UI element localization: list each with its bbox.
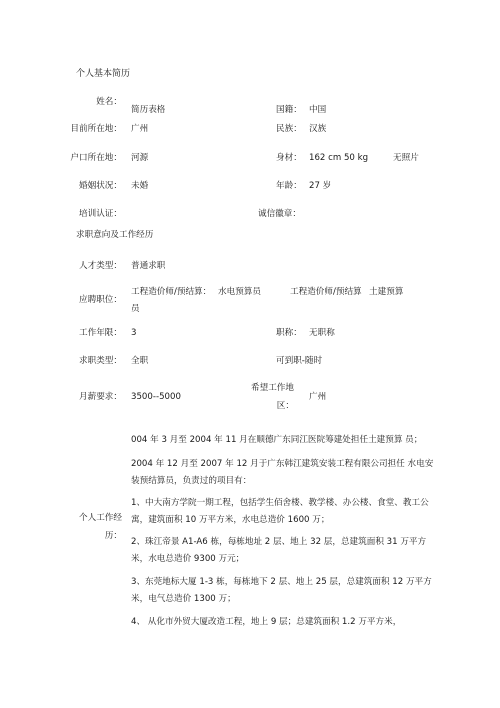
experience-paragraph-3: 1、中大南方学院一期工程，包括学生佰舍楼、教学楼、办公楼、食堂、教工公寓，建筑面积 10 万平方米，水电总造价 1600 万； xyxy=(131,498,429,525)
marital-label: 婚姻状况： xyxy=(79,181,122,191)
page-title: 个人基本简历 xyxy=(76,69,131,79)
credit-label: 诚信徽章： xyxy=(258,209,301,219)
position-value-2: 水电预算员 xyxy=(218,287,261,297)
ethnicity-label: 民族： xyxy=(276,124,302,134)
ethnicity-value: 汉族 xyxy=(309,124,327,134)
experience-paragraph-6: 4、 从化市外贸大厦改造工程，地上 9 层；总建筑面积 1.2 万平方米， xyxy=(131,617,402,627)
age-value: 27 岁 xyxy=(309,181,332,191)
work-place-label-1: 希望工作地 xyxy=(251,383,294,393)
years-label: 工作年限： xyxy=(79,328,122,338)
nationality-value: 中国 xyxy=(309,105,327,115)
experience-paragraph-1: 004 年 3 月至 2004 年 11 月在顺德广东同江医院筹建处担任土建预算 员； xyxy=(131,435,423,445)
job-type-label: 求职类型： xyxy=(79,356,122,366)
position-label: 应聘职位： xyxy=(79,295,122,305)
talent-type-label: 人才类型： xyxy=(79,261,122,271)
marital-value: 未婚 xyxy=(131,181,149,191)
experience-paragraph-4: 2、珠江帝景 A1-A6 栋，每栋地址 2 层、地上 32 层，总建筑面积 31 万平方米，水电总造价 9300 万元； xyxy=(131,537,427,564)
position-value-wrap: 员 xyxy=(131,304,140,314)
intent-section-title: 求职意向及工作经历 xyxy=(76,230,154,240)
experience-label-2: 历： xyxy=(104,531,122,541)
experience-label-1: 个人工作经 xyxy=(79,513,122,523)
no-photo-text: 无照片 xyxy=(393,153,419,163)
name-value: 简历表格 xyxy=(131,105,166,115)
body-value: 162 cm 50 kg xyxy=(309,153,369,163)
age-label: 年龄： xyxy=(276,181,302,191)
body-label: 身材： xyxy=(276,153,302,163)
talent-type-value: 普通求职 xyxy=(131,261,166,271)
arrival-value: 可到职-随时 xyxy=(276,356,323,366)
position-value-3: 工程造价师/预结算 xyxy=(290,287,362,297)
salary-value: 3500--5000 xyxy=(131,392,181,402)
hukou-value: 河源 xyxy=(131,153,149,163)
title-value: 无职称 xyxy=(309,328,335,338)
location-value: 广州 xyxy=(131,124,149,134)
nationality-label: 国籍： xyxy=(276,105,302,115)
name-label: 姓名： xyxy=(96,97,122,107)
years-value: 3 xyxy=(131,328,137,338)
work-place-value: 广州 xyxy=(309,392,327,402)
training-label: 培训认证： xyxy=(79,209,122,219)
experience-paragraph-2: 2004 年 12 月至 2007 年 12 月于广东韩江建筑安装工程有限公司担任 水电安装预结算员，负责过的项目有： xyxy=(131,459,434,486)
location-label: 目前所在地： xyxy=(70,124,122,134)
salary-label: 月薪要求： xyxy=(79,392,122,402)
experience-paragraph-5: 3、东莞地标大厦 1-3 栋，每栋地下 2 层、地上 25 层，总建筑面积 12 万平方米，电气总造价 1300 万； xyxy=(131,577,432,604)
hukou-label: 户口所在地： xyxy=(70,153,122,163)
position-value-1: 工程造价师/预结算： xyxy=(131,287,212,297)
position-value-4: 土建预算 xyxy=(369,287,404,297)
title-label: 职称： xyxy=(276,328,302,338)
work-place-label-2: 区： xyxy=(276,401,294,411)
job-type-value: 全职 xyxy=(131,356,149,366)
